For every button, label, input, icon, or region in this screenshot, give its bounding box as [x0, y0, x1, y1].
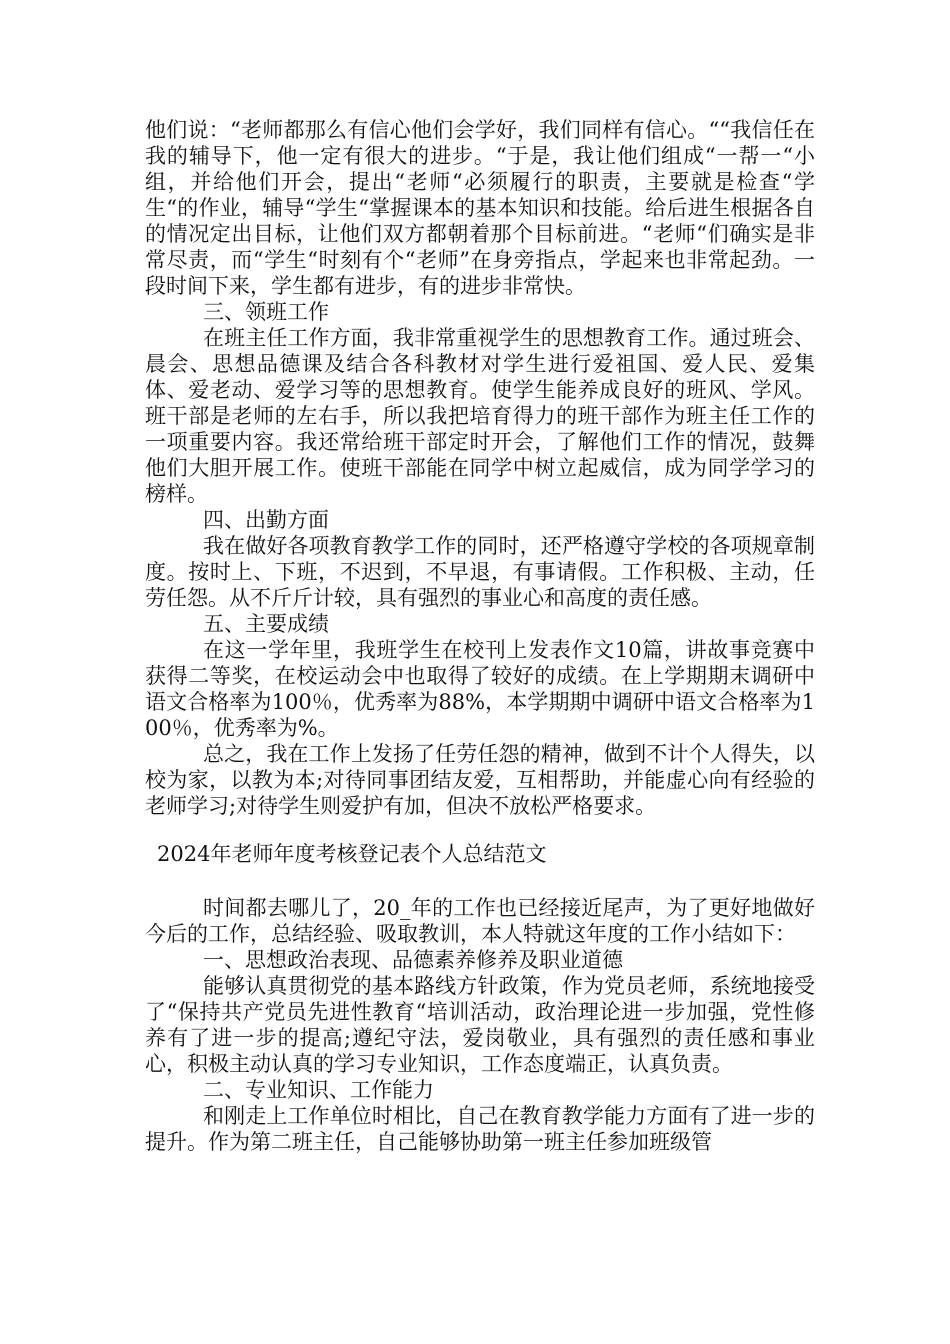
paragraph-intro: 时间都去哪儿了，20_年的工作也已经接近尾声，为了更好地做好今后的工作，总结经验、吸取教训，本人特就这年度的工作小结如下：: [145, 896, 815, 946]
paragraph-politics: 能够认真贯彻党的基本路线方针政策，作为党员老师，系统地接受了“保持共产党员先进性教育“培训活动，政治理论进一步加强，党性修养有了进一步的提高;遵纪守法，爱岗敬业，具有强烈的责任感和事业心，积极主动认真的学习专业知识，工作态度端正，认真负责。: [145, 974, 815, 1076]
paragraph-class-work: 在班主任工作方面，我非常重视学生的思想教育工作。通过班会、晨会、思想品德课及结合各科教材对学生进行爱祖国、爱人民、爱集体、爱老动、爱学习等的思想教育。使学生能养成良好的班风、学风。班干部是老师的左右手，所以我把培育得力的班干部作为班主任工作的一项重要内容。我还常给班干部定时开会，了解他们工作的情况，鼓舞他们大胆开展工作。使班干部能在同学中树立起威信，成为同学学习的榜样。: [145, 326, 815, 506]
paragraph-conclusion: 总之，我在工作上发扬了任劳任怨的精神，做到不计个人得失，以校为家，以教为本;对待同事团结友爱，互相帮助，并能虚心向有经验的老师学习;对待学生则爱护有加，但决不放松严格要求。: [145, 742, 815, 818]
paragraph-peer-help: 他们说：“老师都那么有信心他们会学好，我们同样有信心。““我信任在我的辅导下，他一定有很大的进步。“于是，我让他们组成“一帮一“小组，并给他们开会，提出“老师“必须履行的职责，主要就是检查“学生“的作业，辅导“学生“掌握课本的基本知识和技能。给后进生根据各自的情况定出目标，让他们双方都朝着那个目标前进。“老师“们确实是非常尽责，而“学生“时刻有个“老师”在身旁指点，学起来也非常起劲。一段时间下来，学生都有进步，有的进步非常快。: [145, 118, 815, 298]
section-heading-class-leading: 三、领班工作: [203, 300, 329, 324]
paragraph-skills: 和刚走上工作单位时相比，自己在教育教学能力方面有了进一步的提升。作为第二班主任，自己能够协助第一班主任参加班级管: [145, 1104, 815, 1154]
section-heading-attendance: 四、出勤方面: [203, 508, 329, 532]
document-page: [145, 117, 815, 1155]
section-heading-politics: 一、思想政治表现、品德素养修养及职业道德: [203, 948, 623, 972]
paragraph-attendance: 我在做好各项教育教学工作的同时，还严格遵守学校的各项规章制度。按时上、下班，不迟到，不早退，有事请假。工作积极、主动，任劳任怨。从不斤斤计较，具有强烈的事业心和高度的责任感。: [145, 534, 815, 610]
section-heading-achievements: 五、主要成绩: [203, 612, 329, 636]
section-heading-skills: 二、专业知识、工作能力: [203, 1078, 434, 1102]
document-title: 2024年老师年度考核登记表个人总结范文: [157, 842, 547, 866]
paragraph-achievements: 在这一学年里，我班学生在校刊上发表作文10篇，讲故事竞赛中获得二等奖，在校运动会中也取得了较好的成绩。在上学期期末调研中语文合格率为100％，优秀率为88%，本学期期中调研中语文合格率为100％，优秀率为%。: [145, 638, 815, 740]
